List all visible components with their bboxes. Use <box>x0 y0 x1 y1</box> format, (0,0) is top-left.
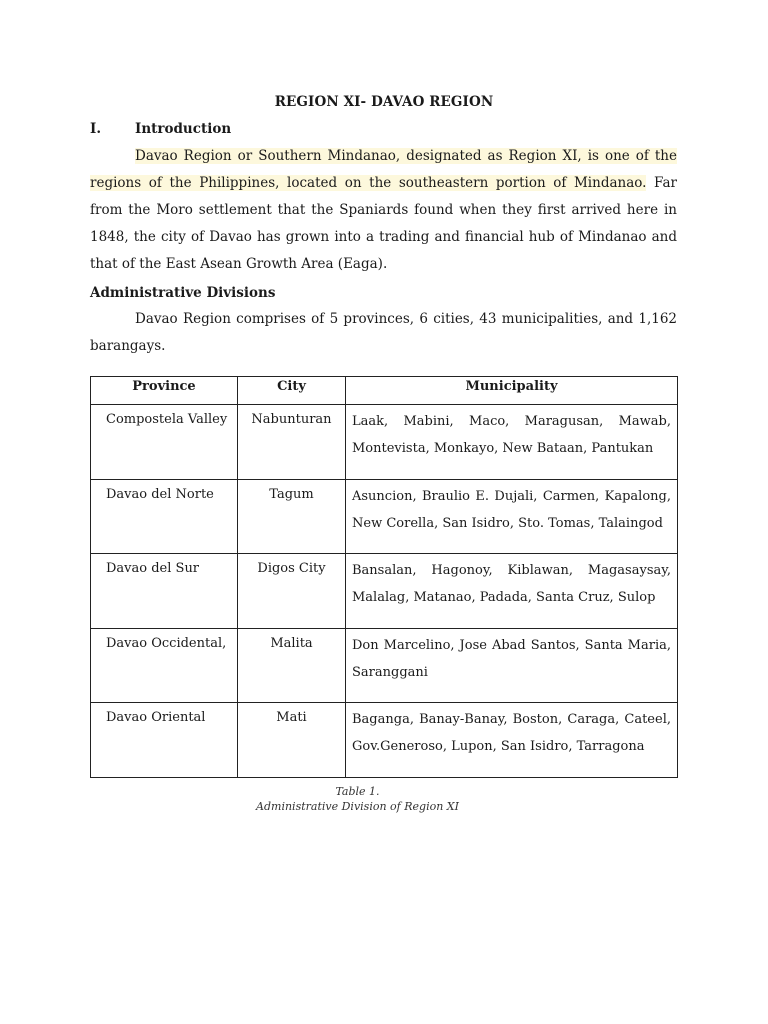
province-cell: Davao del Sur <box>91 554 238 629</box>
highlighted-text: Davao Region or Southern Mindanao, designated as Region XI, is one of the regions of the Philippines, located on the southeastern portion of Mindanao. <box>90 148 677 191</box>
city-cell: Nabunturan <box>238 405 346 480</box>
city-cell: Mati <box>238 703 346 778</box>
province-cell: Davao Occidental, <box>91 628 238 703</box>
table-header-row <box>91 377 678 405</box>
municipality-cell: Baganga, Banay-Banay, Boston, Caraga, Cateel, Gov.Generoso, Lupon, San Isidro, Tarragona <box>346 703 678 778</box>
province-cell: Compostela Valley <box>91 405 238 480</box>
province-cell: Davao Oriental <box>91 703 238 778</box>
document-title: REGION XI- DAVAO REGION <box>274 94 494 110</box>
section-heading-text: Administrative Divisions <box>90 285 276 301</box>
administrative-paragraph <box>90 306 677 360</box>
section-heading-text: Introduction <box>135 121 232 137</box>
table-caption-label: Table 1. <box>335 785 380 798</box>
municipality-cell: Bansalan, Hagonoy, Kiblawan, Magasaysay, Malalag, Matanao, Padada, Santa Cruz, Sulop <box>346 554 678 629</box>
province-cell: Davao del Norte <box>91 479 238 554</box>
section-heading-administrative-divisions <box>90 285 275 301</box>
table-row <box>91 479 678 554</box>
column-header-municipality: Municipality <box>346 377 678 405</box>
administrative-divisions-table <box>90 376 678 778</box>
city-cell: Digos City <box>238 554 346 629</box>
municipality-cell: Asuncion, Braulio E. Dujali, Carmen, Kapalong, New Corella, San Isidro, Sto. Tomas, Talaingod <box>346 479 678 554</box>
table-caption-title: Administrative Division of Region XI <box>256 800 459 813</box>
table-row <box>91 703 678 778</box>
municipality-cell: Laak, Mabini, Maco, Maragusan, Mawab, Montevista, Monkayo, New Bataan, Pantukan <box>346 405 678 480</box>
city-cell: Malita <box>238 628 346 703</box>
table-row <box>91 628 678 703</box>
section-heading-introduction <box>90 121 231 137</box>
introduction-paragraph <box>90 143 677 278</box>
table-row <box>91 405 678 480</box>
paragraph-text: Davao Region comprises of 5 provinces, 6 cities, 43 municipalities, and 1,162 barangays. <box>90 311 677 354</box>
column-header-province: Province <box>91 377 238 405</box>
paragraph-text: Far from the Moro settlement that the Spaniards found when they first arrived here in 1848, the city of Davao has grown into a trading and financial hub of Mindanao and that of the East Asean Growth Area (Eaga). <box>90 175 677 272</box>
city-cell: Tagum <box>238 479 346 554</box>
column-header-city: City <box>238 377 346 405</box>
section-number: I. <box>90 121 102 137</box>
municipality-cell: Don Marcelino, Jose Abad Santos, Santa Maria, Saranggani <box>346 628 678 703</box>
table-row <box>91 554 678 629</box>
